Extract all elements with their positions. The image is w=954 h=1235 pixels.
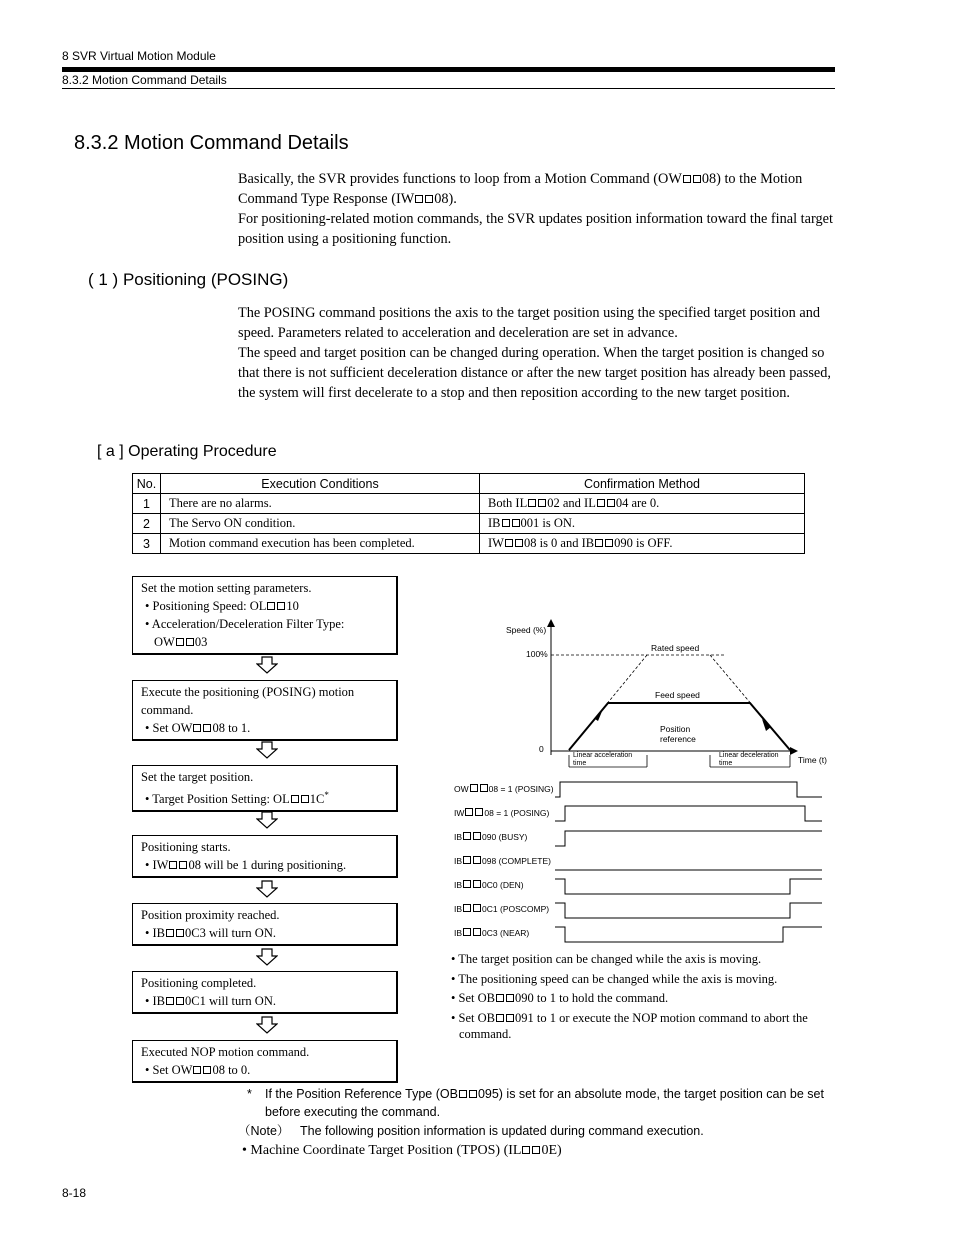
page-title: 8.3.2 Motion Command Details xyxy=(74,132,349,154)
table-header-confirmation: Confirmation Method xyxy=(480,474,805,494)
placeholder-box-icon xyxy=(463,832,471,840)
note-item: • The target position can be changed while the axis is moving. xyxy=(451,952,762,966)
placeholder-box-icon xyxy=(166,929,174,937)
y-axis-label: Speed (%) xyxy=(506,625,547,635)
position-reference-label: Position xyxy=(660,724,691,734)
flow-step-text: Position proximity reached. xyxy=(141,908,280,922)
flow-step-2 xyxy=(132,680,398,741)
placeholder-box-icon xyxy=(502,519,510,527)
placeholder-box-icon xyxy=(693,175,701,183)
placeholder-box-icon xyxy=(473,904,481,912)
table-header-no: No. xyxy=(133,474,161,494)
placeholder-box-icon xyxy=(496,994,504,1002)
table-cell-no: 1 xyxy=(133,494,161,514)
posing-paragraph-2: The speed and target position can be changed during operation. When the target position is changed so that there is not sufficient deceleration distance or after the new target position has already been passed, the system will first decelerate to a stop and then reposition according to the new target position. xyxy=(238,345,831,401)
placeholder-box-icon xyxy=(169,861,177,869)
posing-paragraph-1: The POSING command positions the axis to the target position using the specified target position and speed. Parameters related to acceleration and deceleration are set in advance. xyxy=(238,305,820,341)
placeholder-box-icon xyxy=(470,784,478,792)
placeholder-box-icon xyxy=(463,880,471,888)
header-rule-thick xyxy=(62,67,835,72)
placeholder-box-icon xyxy=(301,795,309,803)
flow-arrow-down-icon xyxy=(256,948,278,966)
notes-list xyxy=(451,951,835,1042)
table-row xyxy=(133,514,805,534)
header-section: 8.3.2 Motion Command Details xyxy=(62,73,227,87)
note-item: • Set OB 090 to 1 to hold the command. xyxy=(451,991,669,1005)
accel-arrow-icon xyxy=(595,709,603,721)
subsection-heading: ( 1 ) Positioning (POSING) xyxy=(88,270,289,289)
signal-wave-owposing xyxy=(555,782,822,797)
placeholder-box-icon xyxy=(463,904,471,912)
signal-label-poscomp: IB 0C1 (POSCOMP) xyxy=(454,904,550,914)
flow-step-text: Executed NOP motion command. xyxy=(141,1045,310,1059)
placeholder-box-icon xyxy=(532,1146,540,1154)
flow-step-item: • IW 08 will be 1 during positioning. xyxy=(145,858,347,872)
flow-step-text: Set the motion setting parameters. xyxy=(141,581,312,595)
y-axis-arrow-icon xyxy=(547,619,555,627)
placeholder-box-icon xyxy=(597,499,605,507)
table-cell-condition: The Servo ON condition. xyxy=(161,514,480,534)
placeholder-box-icon xyxy=(528,499,536,507)
placeholder-box-icon xyxy=(203,1066,211,1074)
procedure-heading: [ a ] Operating Procedure xyxy=(97,443,277,460)
placeholder-box-icon xyxy=(607,499,615,507)
lin-dec-label: Linear deceleration xyxy=(719,752,779,759)
placeholder-box-icon xyxy=(522,1146,530,1154)
placeholder-box-icon xyxy=(291,795,299,803)
signal-wave-den xyxy=(555,879,822,894)
flow-step-text: Execute the positioning (POSING) motion xyxy=(141,685,355,699)
lin-acc-label-2: time xyxy=(573,760,587,767)
placeholder-box-icon xyxy=(473,832,481,840)
placeholder-box-icon xyxy=(203,724,211,732)
flow-step-item: • Set OW 08 to 0. xyxy=(145,1063,251,1077)
signal-wave-near xyxy=(555,927,822,942)
flow-arrow-down-icon xyxy=(256,1016,278,1034)
table-cell-no: 3 xyxy=(133,534,161,554)
placeholder-box-icon xyxy=(465,808,473,816)
flow-step-item: OW 03 xyxy=(154,635,208,649)
flow-arrow-down-icon xyxy=(256,656,278,674)
operating-conditions-table xyxy=(132,473,805,554)
flow-step-item: • IB 0C1 will turn ON. xyxy=(145,994,276,1008)
placeholder-box-icon xyxy=(506,994,514,1002)
y-tick-0: 0 xyxy=(539,744,544,754)
placeholder-box-icon xyxy=(480,784,488,792)
placeholder-box-icon xyxy=(473,928,481,936)
intro-text xyxy=(238,169,833,249)
placeholder-box-icon xyxy=(515,539,523,547)
placeholder-box-icon xyxy=(463,928,471,936)
signal-wave-iwposing xyxy=(555,806,822,821)
y-tick-100: 100% xyxy=(526,649,548,659)
rated-speed-label: Rated speed xyxy=(651,643,700,653)
header-rule-thin xyxy=(62,88,835,89)
note-item: • Set OB 091 to 1 or execute the NOP motion command to abort the command. xyxy=(451,1011,808,1041)
placeholder-box-icon xyxy=(512,519,520,527)
position-reference-label-2: reference xyxy=(660,734,696,744)
placeholder-box-icon xyxy=(463,856,471,864)
table-cell-condition: There are no alarms. xyxy=(161,494,480,514)
flow-step-7 xyxy=(132,1040,398,1083)
placeholder-box-icon xyxy=(415,195,423,203)
flow-step-item: • Target Position Setting: OL 1C* xyxy=(145,790,329,807)
placeholder-box-icon xyxy=(473,856,481,864)
signal-label-busy: IB 090 (BUSY) xyxy=(454,832,528,842)
flow-arrow-down-icon xyxy=(256,741,278,759)
table-cell-confirmation: IW 08 is 0 and IB 090 is OFF. xyxy=(480,534,805,554)
placeholder-box-icon xyxy=(506,1014,514,1022)
flow-step-3 xyxy=(132,765,398,812)
flow-step-item: • Acceleration/Deceleration Filter Type: xyxy=(145,617,345,631)
signal-label-complete: IB 098 (COMPLETE) xyxy=(454,856,551,866)
page-number: 8-18 xyxy=(62,1186,87,1200)
placeholder-box-icon xyxy=(193,1066,201,1074)
placeholder-box-icon xyxy=(186,638,194,646)
flow-step-5 xyxy=(132,903,398,946)
placeholder-box-icon xyxy=(505,539,513,547)
table-cell-confirmation: Both IL 02 and IL 04 are 0. xyxy=(480,494,805,514)
signal-label-owposing: OW 08 = 1 (POSING) xyxy=(454,784,554,794)
signal-label-den: IB 0C0 (DEN) xyxy=(454,880,524,890)
footnote-star: * xyxy=(247,1087,252,1101)
table-header-conditions: Execution Conditions xyxy=(161,474,480,494)
x-axis-arrow-icon xyxy=(790,747,798,755)
placeholder-box-icon xyxy=(179,861,187,869)
table-cell-condition: Motion command execution has been completed. xyxy=(161,534,480,554)
flow-step-4 xyxy=(132,835,398,878)
flow-step-text: Positioning starts. xyxy=(141,840,231,854)
placeholder-box-icon xyxy=(166,997,174,1005)
table-row xyxy=(133,534,805,554)
footnote-text: If the Position Reference Type (OB 095) is set for an absolute mode, the target position can be set before executing the command. xyxy=(265,1087,824,1119)
table-header-row xyxy=(133,474,805,494)
placeholder-box-icon xyxy=(683,175,691,183)
intro-paragraph-2: For positioning-related motion commands, the SVR updates position information toward the final target position using a positioning function. xyxy=(238,211,833,247)
note-label: （Note） xyxy=(238,1124,290,1138)
flow-step-text: command. xyxy=(141,703,194,717)
signal-label-iwposing: IW 08 = 1 (POSING) xyxy=(454,808,550,818)
lin-acc-label: Linear acceleration xyxy=(573,752,633,759)
table-row xyxy=(133,494,805,514)
lin-dec-label-2: time xyxy=(719,760,733,767)
placeholder-box-icon xyxy=(425,195,433,203)
flow-step-1 xyxy=(132,576,398,655)
header-chapter: 8 SVR Virtual Motion Module xyxy=(62,49,216,63)
signal-wave-busy xyxy=(555,831,822,846)
flow-step-text: Positioning completed. xyxy=(141,976,257,990)
placeholder-box-icon xyxy=(176,997,184,1005)
placeholder-box-icon xyxy=(496,1014,504,1022)
note-item: • The positioning speed can be changed while the axis is moving. xyxy=(451,972,778,986)
placeholder-box-icon xyxy=(473,880,481,888)
flow-arrow-down-icon xyxy=(256,880,278,898)
placeholder-box-icon xyxy=(193,724,201,732)
table-cell-no: 2 xyxy=(133,514,161,534)
timing-chart xyxy=(555,776,825,946)
placeholder-box-icon xyxy=(176,638,184,646)
footnote-marker: * xyxy=(324,790,329,800)
flow-step-item: • IB 0C3 will turn ON. xyxy=(145,926,276,940)
placeholder-box-icon xyxy=(459,1090,467,1098)
flow-step-6 xyxy=(132,971,398,1014)
intro-paragraph-1: Basically, the SVR provides functions to loop from a Motion Command (OW 08) to the Motion Command Type Response (IW 08). xyxy=(238,171,803,207)
table-cell-confirmation: IB 001 is ON. xyxy=(480,514,805,534)
feed-speed-label: Feed speed xyxy=(655,690,700,700)
flow-step-text: Set the target position. xyxy=(141,770,254,784)
flow-arrow-down-icon xyxy=(256,811,278,829)
posing-text xyxy=(238,303,833,403)
placeholder-box-icon xyxy=(277,602,285,610)
flow-step-item: • Set OW 08 to 1. xyxy=(145,721,251,735)
placeholder-box-icon xyxy=(538,499,546,507)
note-bullet: • Machine Coordinate Target Position (TPOS) (IL 0E) xyxy=(242,1143,562,1158)
note-text: The following position information is updated during command execution. xyxy=(300,1124,704,1138)
signal-wave-poscomp xyxy=(555,903,822,918)
placeholder-box-icon xyxy=(176,929,184,937)
placeholder-box-icon xyxy=(605,539,613,547)
placeholder-box-icon xyxy=(595,539,603,547)
placeholder-box-icon xyxy=(469,1090,477,1098)
speed-graph xyxy=(500,615,835,775)
x-axis-label: Time (t) xyxy=(798,755,827,765)
flow-step-item: • Positioning Speed: OL 10 xyxy=(145,599,299,613)
signal-label-near: IB 0C3 (NEAR) xyxy=(454,928,530,938)
placeholder-box-icon xyxy=(475,808,483,816)
placeholder-box-icon xyxy=(267,602,275,610)
